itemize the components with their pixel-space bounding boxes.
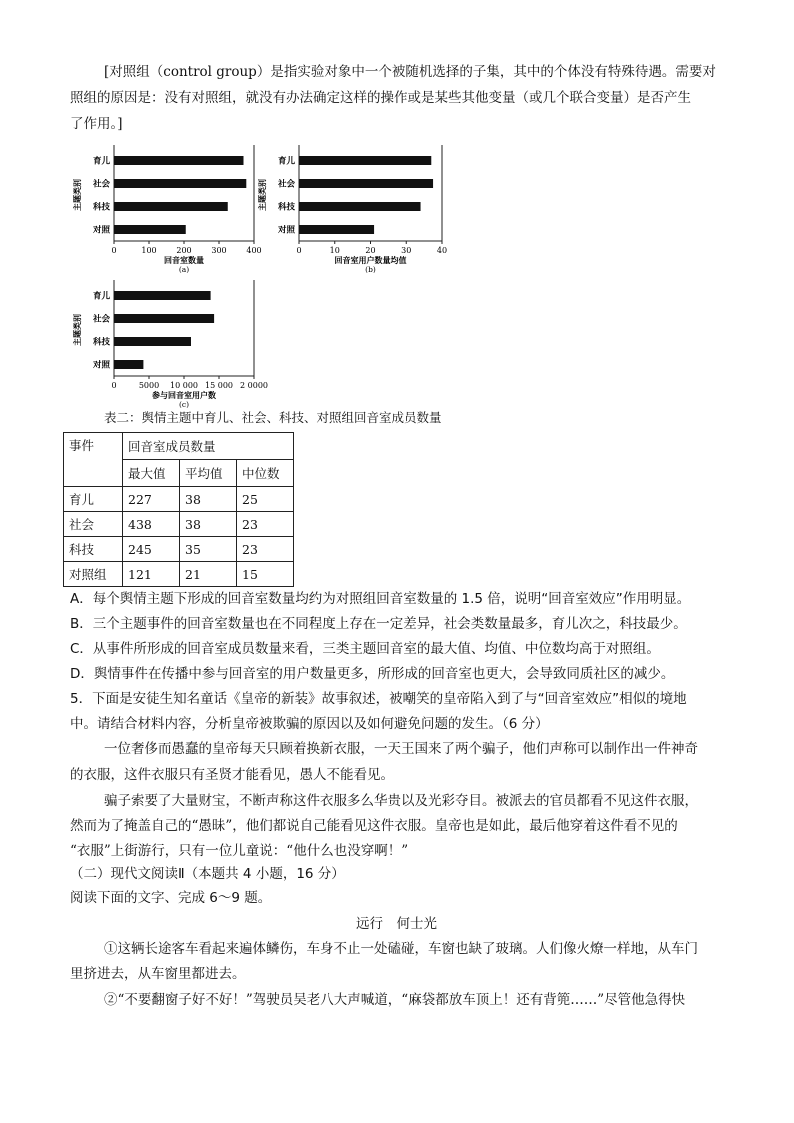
member-table (63, 432, 294, 587)
x-tick-label: 2 0000 (240, 381, 268, 390)
y-axis-title: 主题类别 (72, 314, 82, 346)
x-tick-label: 100 (141, 246, 157, 255)
option-c: C．从事件所形成的回音室成员数量来看，三类主题回音室的最大值、均值、中位数均高于对照组。 (70, 641, 660, 657)
question-5-line-1: 5．下面是安徒生知名童话《皇帝的新装》故事叙述，被嘲笑的皇帝陷入到了与“回音室效应”相似的境地 (70, 691, 687, 707)
bar-育儿 (114, 291, 211, 300)
x-axis-title: 回音室数量 (164, 255, 204, 265)
table-cell: 23 (237, 537, 294, 562)
bar-育儿 (299, 156, 431, 165)
section-instruction: 阅读下面的文字、完成 6～9 题。 (70, 890, 272, 906)
chart-a (70, 143, 270, 273)
category-label: 育儿 (92, 156, 110, 167)
story-p2-line-3: “衣服”上街游行，只有一位儿童说：“他什么也没穿啊！” (70, 843, 409, 859)
table-subheader: 平均值 (180, 460, 237, 487)
x-tick-label: 15 000 (205, 381, 233, 390)
bar-社会 (114, 314, 214, 323)
intro-line-2: 照组的原因是：没有对照组，就没有办法确定这样的操作或是某些其他变量（或几个联合变量）是否产生 (70, 90, 691, 106)
article-para-1-line-1: ①这辆长途客车看起来遍体鳞伤，车身不止一处磕碰，车窗也缺了玻璃。人们像火燎一样地，从车门 (104, 941, 698, 957)
option-a: A．每个舆情主题下形成的回音室数量均约为对照组回音室数量的 1.5 倍，说明“回音室效应”作用明显。 (70, 591, 691, 607)
chart-caption: (b) (365, 265, 376, 273)
story-p1-line-2: 的衣服，这件衣服只有圣贤才能看见，愚人不能看见。 (70, 767, 394, 783)
table-cell: 科技 (64, 537, 123, 562)
story-p2-line-1: 骗子索要了大量财宝，不断声称这件衣服多么华贵以及光彩夺目。被派去的官员都看不见这件衣服， (104, 793, 698, 809)
table-header-event: 事件 (64, 433, 123, 487)
table-cell: 21 (180, 562, 237, 587)
bar-对照 (114, 360, 143, 369)
bar-科技 (114, 337, 191, 346)
bar-对照 (114, 225, 186, 234)
table-cell: 15 (237, 562, 294, 587)
x-tick-label: 20 (365, 246, 376, 255)
table-cell: 227 (123, 487, 180, 512)
category-label: 科技 (92, 202, 110, 213)
table-subheader: 中位数 (237, 460, 294, 487)
table-cell: 23 (237, 512, 294, 537)
table-row (64, 487, 294, 512)
category-label: 科技 (277, 202, 295, 213)
x-tick-label: 300 (211, 246, 227, 255)
category-label: 社会 (277, 179, 295, 190)
section-heading: （二）现代文阅读Ⅱ（本题共 4 小题，16 分） (70, 866, 345, 882)
category-label: 育儿 (92, 291, 110, 302)
table-cell: 245 (123, 537, 180, 562)
article-para-2-line-1: ②“不要翻窗子好不好！”驾驶员吴老八大声喊道，“麻袋都放车顶上！还有背篼……”尽管他急得快 (104, 992, 686, 1008)
category-label: 社会 (92, 179, 110, 190)
bar-育儿 (114, 156, 244, 165)
table-cell: 38 (180, 512, 237, 537)
intro-line-3: 了作用。] (70, 116, 123, 132)
story-p2-line-2: 然而为了掩盖自己的“愚昧”，他们都说自己能看见这件衣服。皇帝也是如此，最后他穿着这件看不见的 (70, 818, 678, 834)
x-tick-label: 0 (111, 246, 117, 255)
article-title: 远行 何士光 (356, 916, 437, 932)
bar-社会 (114, 179, 246, 188)
category-label: 对照 (92, 225, 110, 236)
table-cell: 438 (123, 512, 180, 537)
chart-caption: (c) (178, 400, 190, 408)
bar-社会 (299, 179, 433, 188)
y-axis-title: 主题类别 (72, 179, 82, 211)
x-tick-label: 10 000 (170, 381, 198, 390)
option-d: D．舆情事件在传播中参与回音室的用户数量更多，所形成的回音室也更大，会导致同质社区的减少。 (70, 666, 675, 682)
x-tick-label: 0 (111, 381, 117, 390)
table-cell: 38 (180, 487, 237, 512)
chart-caption: (a) (178, 265, 190, 273)
table-header-group: 回音室成员数量 (123, 433, 294, 460)
chart-b (255, 143, 455, 273)
table-title: 表二：舆情主题中育儿、社会、科技、对照组回音室成员数量 (104, 410, 442, 425)
table-row (64, 512, 294, 537)
intro-line-1: [对照组（control group）是指实验对象中一个被随机选择的子集，其中的个体没有特殊待遇。需要对 (104, 64, 716, 80)
x-axis-title: 参与回音室用户数 (152, 390, 216, 400)
category-label: 社会 (92, 314, 110, 325)
x-tick-label: 200 (176, 246, 192, 255)
table-cell: 25 (237, 487, 294, 512)
category-label: 科技 (92, 337, 110, 348)
y-axis-title: 主题类别 (257, 179, 267, 211)
option-b: B．三个主题事件的回音室数量也在不同程度上存在一定差异，社会类数量最多，育儿次之，科技最少。 (70, 616, 687, 632)
x-tick-label: 30 (401, 246, 412, 255)
table-subheader: 最大值 (123, 460, 180, 487)
story-p1-line-1: 一位奢侈而愚蠢的皇帝每天只顾着换新衣服，一天王国来了两个骗子，他们声称可以制作出一件神奇 (104, 741, 698, 757)
table-cell: 社会 (64, 512, 123, 537)
category-label: 对照 (277, 225, 295, 236)
table-cell: 35 (180, 537, 237, 562)
bar-科技 (299, 202, 421, 211)
table-cell: 育儿 (64, 487, 123, 512)
chart-c (70, 278, 280, 408)
x-tick-label: 5000 (138, 381, 160, 390)
table-row (64, 562, 294, 587)
table-cell: 对照组 (64, 562, 123, 587)
bar-科技 (114, 202, 228, 211)
x-tick-label: 10 (329, 246, 340, 255)
category-label: 对照 (92, 360, 110, 371)
x-tick-label: 0 (296, 246, 302, 255)
category-label: 育儿 (277, 156, 295, 167)
x-tick-label: 40 (436, 246, 448, 255)
table-cell: 121 (123, 562, 180, 587)
x-axis-title: 回音室用户数量均值 (334, 255, 407, 265)
article-para-1-line-2: 里挤进去，从车窗里都进去。 (70, 966, 246, 982)
question-5-line-2: 中。请结合材料内容，分析皇帝被欺骗的原因以及如何避免问题的发生。（6 分） (70, 716, 549, 732)
x-tick-label: 400 (246, 246, 262, 255)
table-row (64, 537, 294, 562)
bar-对照 (299, 225, 374, 234)
